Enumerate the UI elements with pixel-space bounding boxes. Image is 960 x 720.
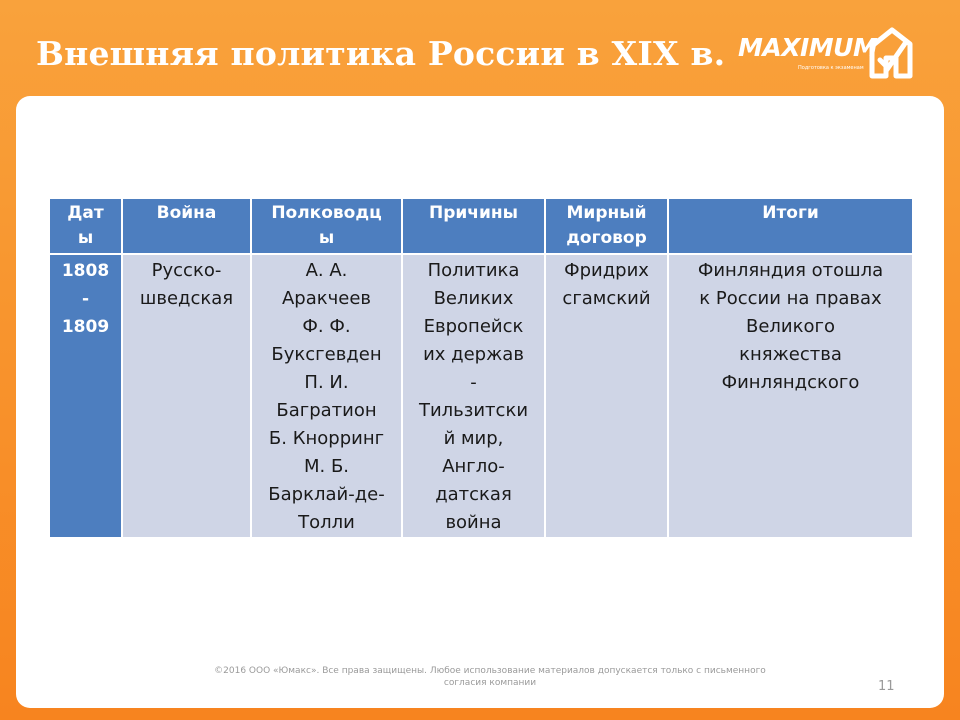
foreign-policy-table bbox=[48, 197, 914, 539]
header-treaty: Мирный договор bbox=[545, 198, 668, 254]
cell-dates: 1808 - 1809 bbox=[49, 254, 122, 538]
footer-line: согласия компании bbox=[443, 678, 537, 688]
house-checkmark-icon bbox=[866, 24, 914, 80]
slide-title: Внешняя политика России в XIX в. bbox=[36, 34, 726, 73]
header-commanders: Полководц ы bbox=[251, 198, 402, 254]
logo-text: MAXIMUM bbox=[738, 33, 878, 62]
footer-line: ©2016 ООО «Юмакс». Все права защищены. Любое использование материалов допускается только с письменного bbox=[214, 666, 766, 676]
cell-causes: Политика Великих Европейск их держав - Тильзитски й мир, Англо- датская война bbox=[402, 254, 545, 538]
cell-results: Финляндия отошла к России на правах Великого княжества Финляндского bbox=[668, 254, 913, 538]
table-header-row bbox=[49, 198, 913, 254]
header-results: Итоги bbox=[668, 198, 913, 254]
header-war: Война bbox=[122, 198, 251, 254]
page-number: 11 bbox=[878, 679, 895, 694]
cell-commanders: А. А. Аракчеев Ф. Ф. Буксгевден П. И. Багратион Б. Кнорринг М. Б. Барклай-де- Толли bbox=[251, 254, 402, 538]
cell-treaty: Фридрих сгамский bbox=[545, 254, 668, 538]
table-row bbox=[49, 254, 913, 538]
header-dates: Дат ы bbox=[49, 198, 122, 254]
cell-war: Русско- шведская bbox=[122, 254, 251, 538]
header-causes: Причины bbox=[402, 198, 545, 254]
maximum-logo bbox=[738, 24, 918, 84]
copyright-footer bbox=[150, 665, 830, 689]
logo-subtitle: Подготовка к экзаменам bbox=[798, 65, 864, 71]
